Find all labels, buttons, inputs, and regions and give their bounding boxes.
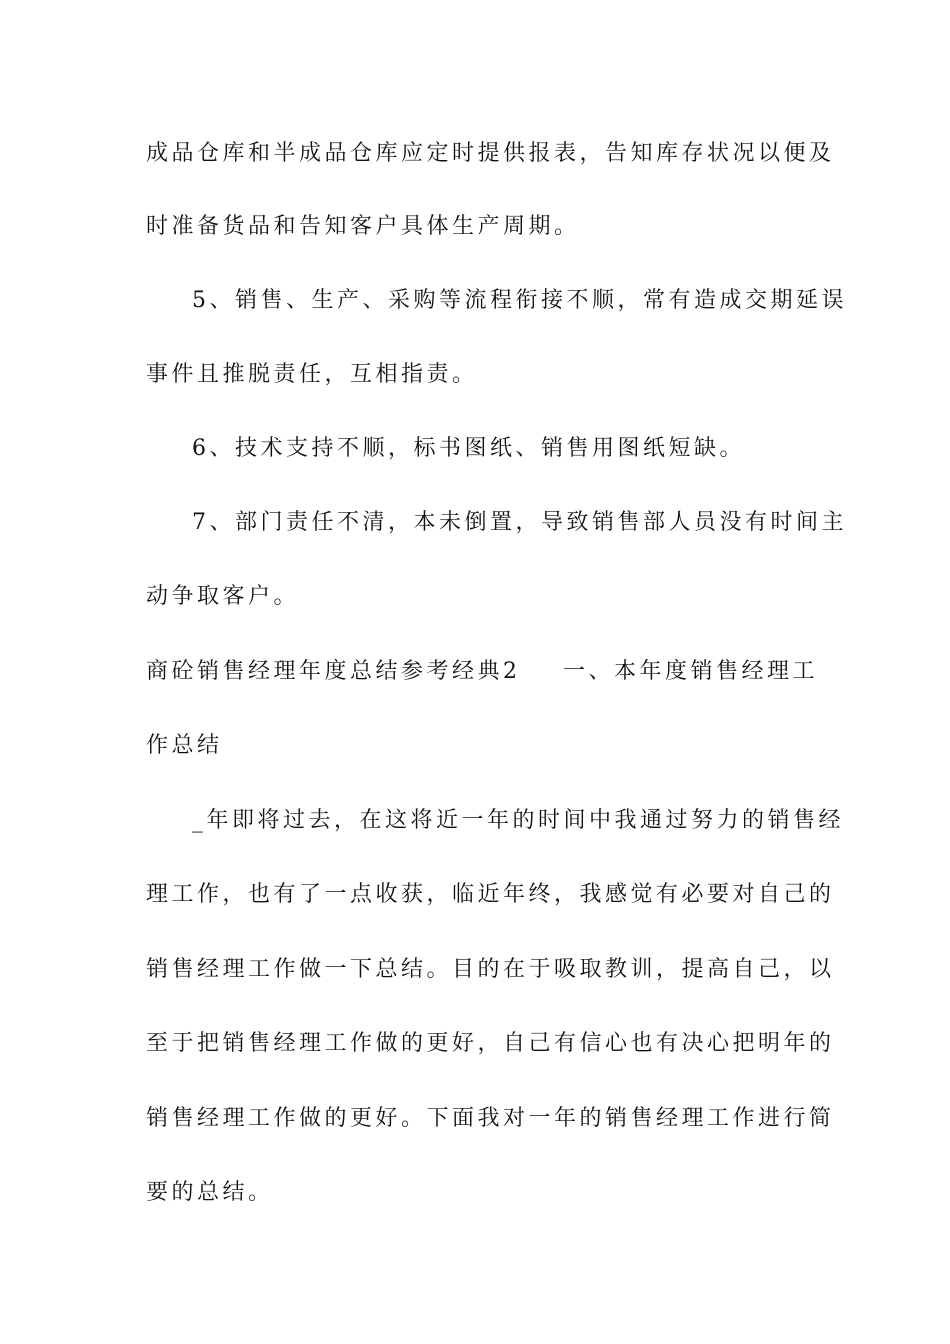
body-line: 理工作，也有了一点收获，临近年终，我感觉有必要对自己的 [146, 882, 835, 907]
list-item-7: 7、部门责任不清，本未倒置，导致销售部人员没有时间主 [192, 510, 847, 535]
body-line: 销售经理工作做的更好。下面我对一年的销售经理工作进行简 [146, 1106, 835, 1131]
section-subheading-continued: 作总结 [146, 733, 223, 758]
body-line: 要的总结。 [146, 1180, 274, 1205]
section-title: 商砼销售经理年度总结参考经典2 [146, 659, 521, 684]
paragraph-line: 动争取客户。 [146, 584, 300, 609]
body-line: 销售经理工作做一下总结。目的在于吸取教训，提高自己，以 [146, 957, 835, 982]
body-line: 至于把销售经理工作做的更好，自己有信心也有决心把明年的 [146, 1031, 835, 1056]
paragraph-line: 成品仓库和半成品仓库应定时提供报表，告知库存状况以便及 [146, 141, 835, 166]
list-item-5: 5、销售、生产、采购等流程衔接不顺，常有造成交期延误 [192, 288, 847, 313]
paragraph-line: 事件且推脱责任，互相指责。 [146, 362, 478, 387]
body-line: _年即将过去，在这将近一年的时间中我通过努力的销售经 [192, 808, 845, 833]
paragraph-line: 时准备货品和告知客户具体生产周期。 [146, 214, 580, 239]
section-subheading: 一、本年度销售经理工 [563, 659, 819, 684]
list-item-6: 6、技术支持不顺，标书图纸、销售用图纸短缺。 [192, 436, 745, 461]
